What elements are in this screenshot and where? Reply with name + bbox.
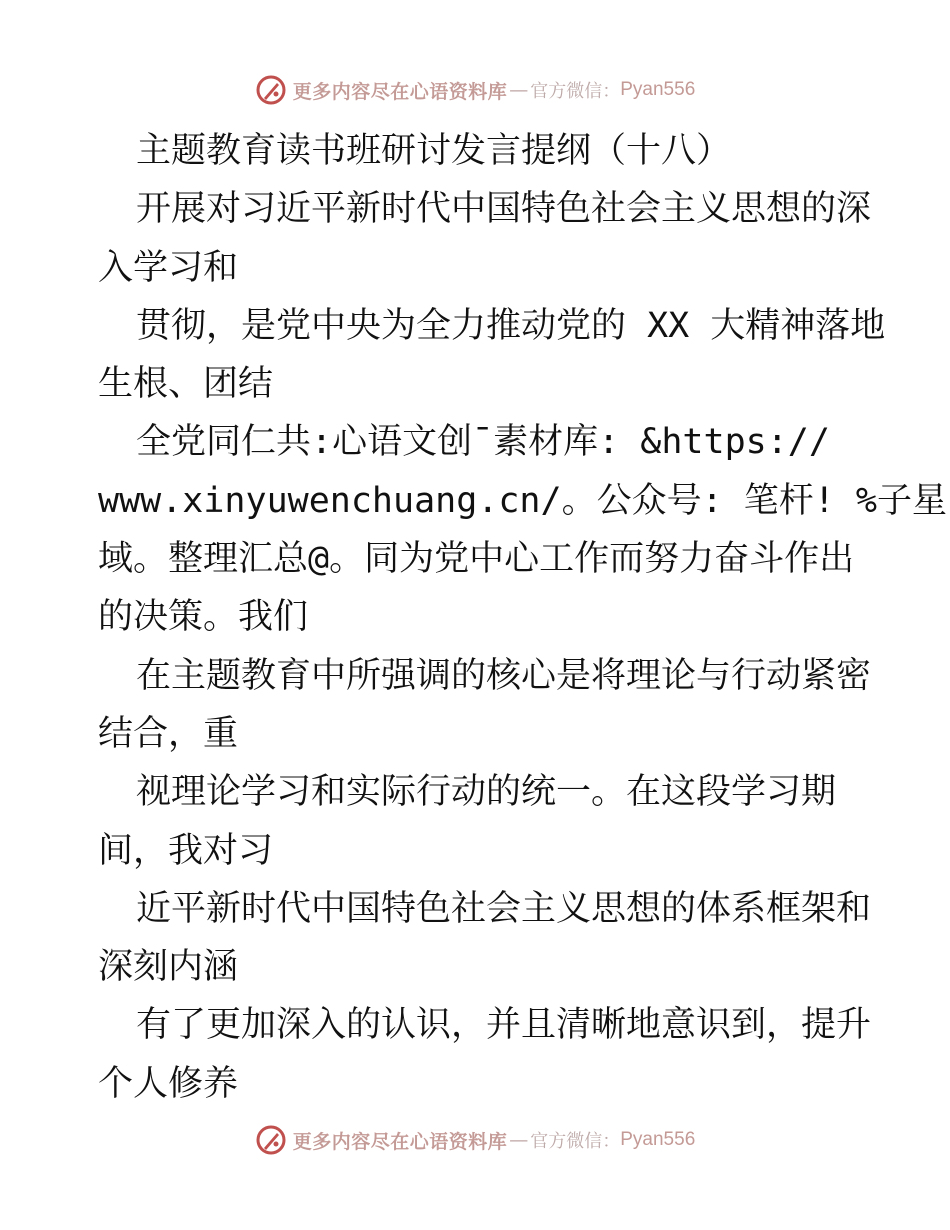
paragraph-line: 深刻内涵 — [98, 947, 239, 988]
quill-logo-icon — [255, 74, 287, 106]
paragraph-line: 有了更加深入的认识，并且清晰地意识到，提升 — [136, 1005, 872, 1046]
document-body — [98, 122, 947, 1113]
paragraph-line: 间，我对习 — [98, 830, 274, 871]
paragraph-line: www.xinyuwenchuang.cn/。公众号: 笔杆! %子星 — [98, 480, 947, 521]
paragraph-line: 在主题教育中所强调的核心是将理论与行动紧密 — [136, 655, 872, 696]
paragraph-line: 近平新时代中国特色社会主义思想的体系框架和 — [136, 888, 872, 929]
banner-wechat-id: Pyan556 — [620, 1129, 696, 1150]
paragraph-line: 视理论学习和实际行动的统一。在这段学习期 — [136, 772, 837, 813]
banner-wechat-label: 官方微信： — [530, 1131, 621, 1152]
banner-dash: — — [509, 79, 529, 101]
paragraph-line: 开展对习近平新时代中国特色社会主义思想的深 — [136, 189, 872, 230]
paragraph-line: 贯彻，是党中央为全力推动党的 XX 大精神落地 — [136, 305, 886, 346]
banner-dash: — — [509, 1129, 529, 1151]
banner-wechat-label: 官方微信： — [530, 81, 621, 102]
paragraph-line: 域。整理汇总@。同为党中心工作而努力奋斗作出 — [98, 539, 855, 580]
paragraph-line: 全党同仁共:心语文创¯素材库: &https:// — [136, 422, 830, 463]
footer-banner — [0, 1120, 950, 1160]
paragraph-line: 的决策。我们 — [98, 597, 309, 638]
document-title: 主题教育读书班研讨发言提纲（十八） — [136, 131, 732, 171]
banner-wechat-id: Pyan556 — [620, 79, 696, 100]
paragraph-line: 结合，重 — [98, 713, 239, 754]
paragraph-line: 入学习和 — [98, 247, 239, 288]
paragraph-line: 个人修养 — [98, 1063, 239, 1104]
header-banner — [0, 70, 950, 110]
paragraph-line: 生根、团结 — [98, 364, 274, 405]
banner-title: 更多内容尽在心语资料库 — [292, 1130, 508, 1153]
quill-logo-icon — [255, 1124, 287, 1156]
banner-title: 更多内容尽在心语资料库 — [292, 80, 508, 103]
